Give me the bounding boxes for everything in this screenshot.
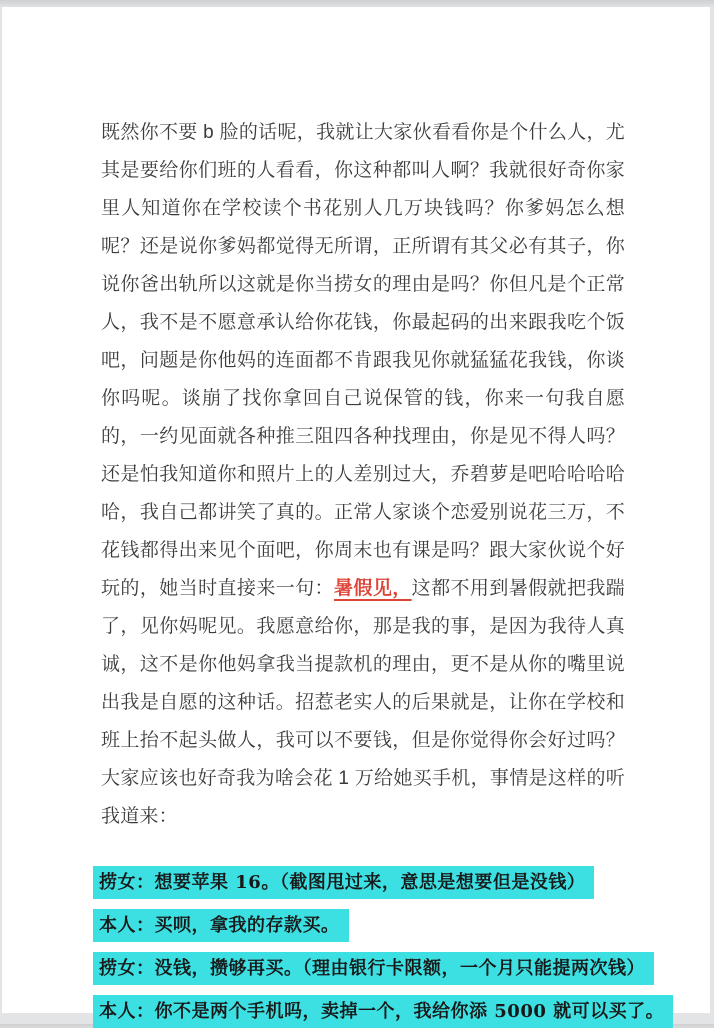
highlighted-text: 捞女：想要苹果 16。（截图甩过来，意思是想要但是没钱） bbox=[93, 866, 594, 899]
dialogue-list bbox=[93, 866, 710, 1028]
dialogue-line bbox=[93, 909, 710, 942]
paragraph-text: 这都不用到暑假就把我踹了，见你妈呢见。我愿意给你，那是我的事，是因为我待人真诚，这不是你他妈拿我当提款机的理由，更不是从你的嘴里说出我是自愿的这种话。招惹老实人的后果就是，让你在学校和班上抬不起头做人，我可以不要钱，但是你觉得你会好过吗？大家应该也好奇我为啥会花 1 万给她买手机，事情是这样的听我道来： bbox=[101, 578, 626, 827]
document-content bbox=[2, 7, 710, 1028]
dialogue-line bbox=[93, 952, 710, 985]
highlighted-text: 本人：你不是两个手机吗，卖掉一个，我给你添 5000 就可以买了。 bbox=[93, 995, 673, 1028]
paragraph bbox=[101, 114, 625, 836]
highlighted-text: 本人：买呗，拿我的存款买。 bbox=[93, 909, 349, 942]
dialogue-line bbox=[93, 866, 710, 899]
paragraph-text: 既然你不要 b 脸的话呢，我就让大家伙看看你是个什么人，尤其是要给你们班的人看看，你这种都叫人啊？我就很好奇你家里人知道你在学校读个书花别人几万块钱吗？你爹妈怎么想呢？还是说你爹妈都觉得无所谓，正所谓有其父必有其子，你说你爸出轨所以这就是你当捞女的理由是吗？你但凡是个正常人，我不是不愿意承认给你花钱，你最起码的出来跟我吃个饭吧，问题是你他妈的连面都不肯跟我见你就猛猛花我钱，你谈你吗呢。谈崩了找你拿回自己说保管的钱，你来一句我自愿的，一约见面就各种推三阻四各种找理由，你是见不得人吗？还是怕我知道你和照片上的人差别过大，乔碧萝是吧哈哈哈哈哈，我自己都讲笑了真的。正常人家谈个恋爱别说花三万，不花钱都得出来见个面吧，你周末也有课是吗？跟大家伙说个好玩的，她当时直接来一句： bbox=[101, 122, 625, 599]
red-underlined-text: 暑假见， bbox=[333, 578, 412, 599]
highlighted-text: 捞女：没钱，攒够再买。（理由银行卡限额，一个月只能提两次钱） bbox=[93, 952, 654, 985]
document-page bbox=[2, 7, 710, 1022]
dialogue-line bbox=[93, 995, 710, 1028]
